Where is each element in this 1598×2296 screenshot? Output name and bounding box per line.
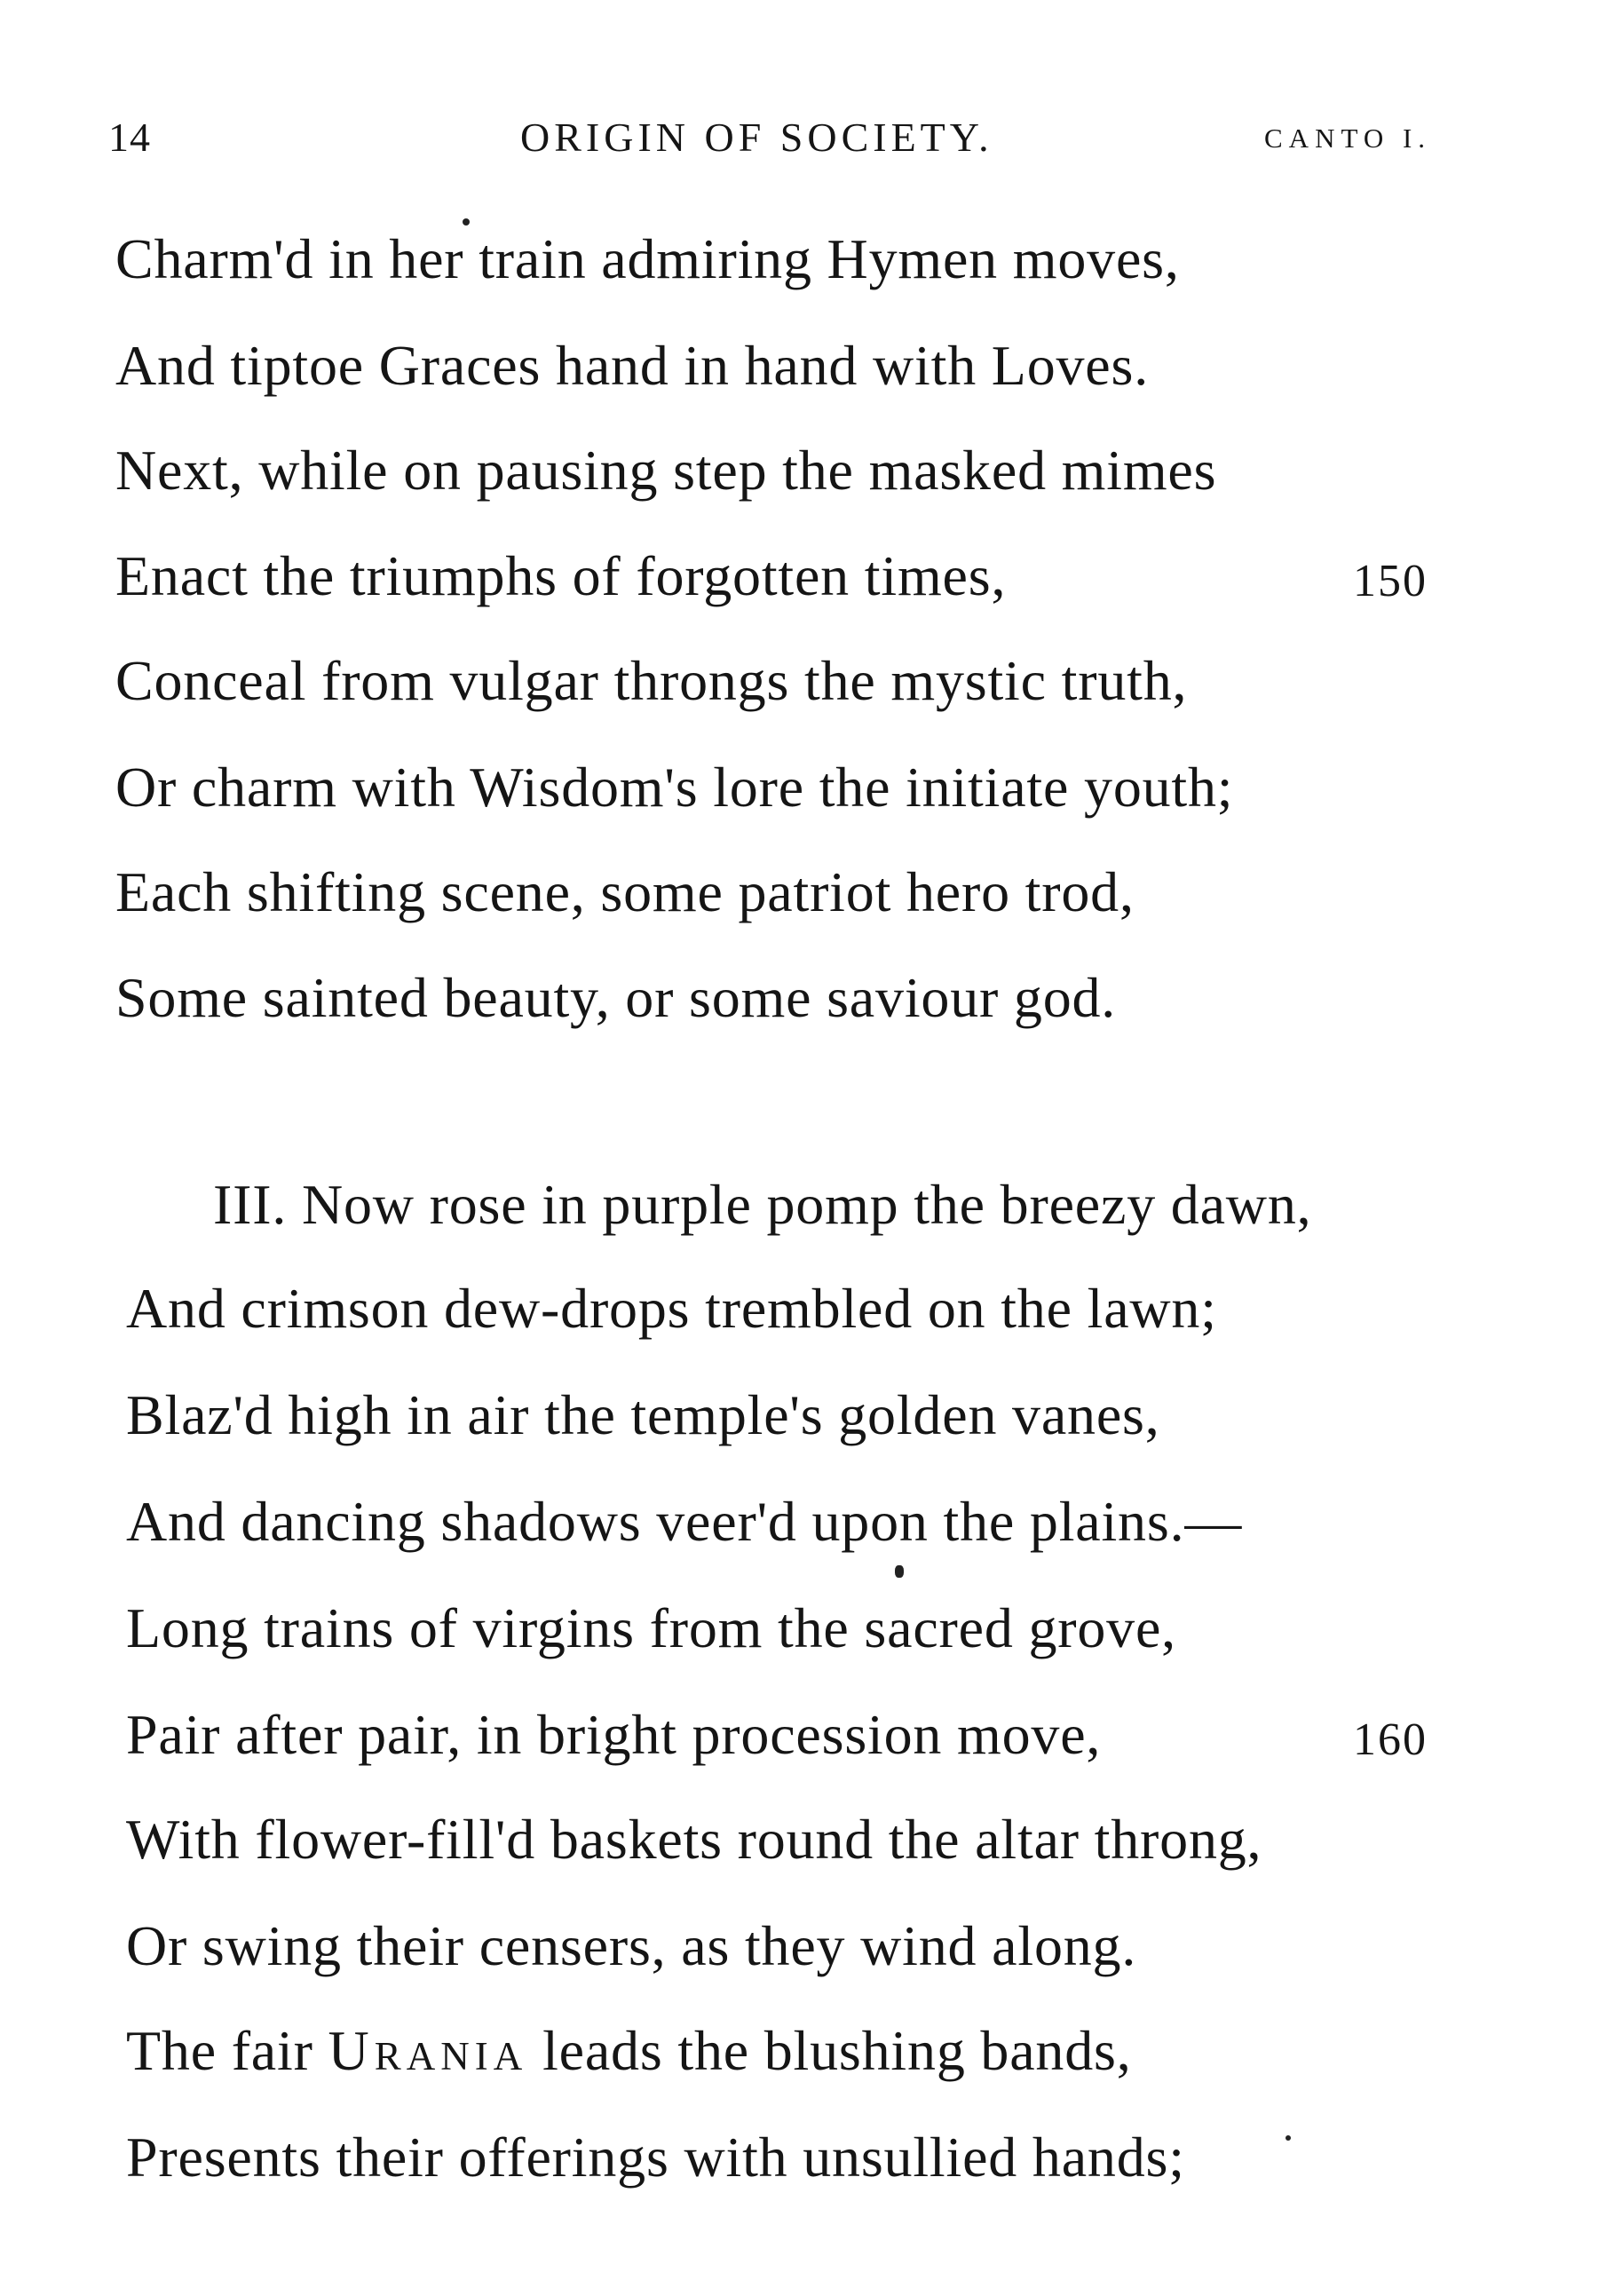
poem-line-158: Or swing their censers, as they wind along.: [126, 1914, 1137, 1977]
urania-name: Urania: [328, 2019, 528, 2082]
poem-line-148: Or charm with Wisdom's lore the initiate youth;: [115, 756, 1234, 819]
line-end-text: leads the blushing bands,: [542, 2019, 1132, 2082]
running-title: ORIGIN OF SOCIETY.: [520, 115, 993, 160]
canto-label: CANTO I.: [1264, 123, 1432, 154]
line-number-160: 160: [1353, 1714, 1428, 1765]
page-number: 14: [108, 115, 151, 160]
poem-line-157: With flower-fill'd baskets round the altar throng,: [126, 1808, 1262, 1871]
page-header: [0, 114, 1598, 176]
line-number-150: 150: [1353, 556, 1428, 606]
poem-line-156: Pair after pair, in bright procession move,: [126, 1703, 1102, 1766]
ink-speck-mark: [463, 218, 470, 226]
poem-line-143: Charm'd in her train admiring Hymen moves,: [115, 227, 1180, 290]
poem-line-155: Long trains of virgins from the sacred grove,: [126, 1596, 1176, 1659]
poem-line-160: Presents their offerings with unsullied hands;: [126, 2126, 1185, 2189]
line-start-text: The fair: [126, 2019, 313, 2082]
poem-line-159: [126, 2018, 1132, 2084]
poem-line-stanza-iii-opening: [213, 1172, 1311, 1238]
poem-line-152: And crimson dew-drops trembled on the lawn;: [126, 1277, 1217, 1340]
poem-line-153: Blaz'd high in air the temple's golden vanes,: [126, 1383, 1160, 1446]
poem-line-147: Conceal from vulgar throngs the mystic truth,: [115, 649, 1188, 712]
poem-line-146: Enact the triumphs of forgotten times,: [115, 544, 1007, 607]
stanza-numeral: III.: [213, 1173, 288, 1236]
ink-blot-mark: [895, 1565, 904, 1578]
poem-line-145: Next, while on pausing step the masked mimes: [115, 439, 1217, 502]
poem-line-144: And tiptoe Graces hand in hand with Loves.: [115, 334, 1150, 397]
ink-dot-mark: [1286, 2135, 1291, 2141]
poem-line-150: Some sainted beauty, or some saviour god.: [115, 966, 1117, 1029]
poem-line-149: Each shifting scene, some patriot hero trod,: [115, 860, 1135, 923]
poem-line-154: And dancing shadows veer'd upon the plains.—: [126, 1490, 1243, 1553]
stanza-opening-text: Now rose in purple pomp the breezy dawn,: [301, 1173, 1312, 1236]
